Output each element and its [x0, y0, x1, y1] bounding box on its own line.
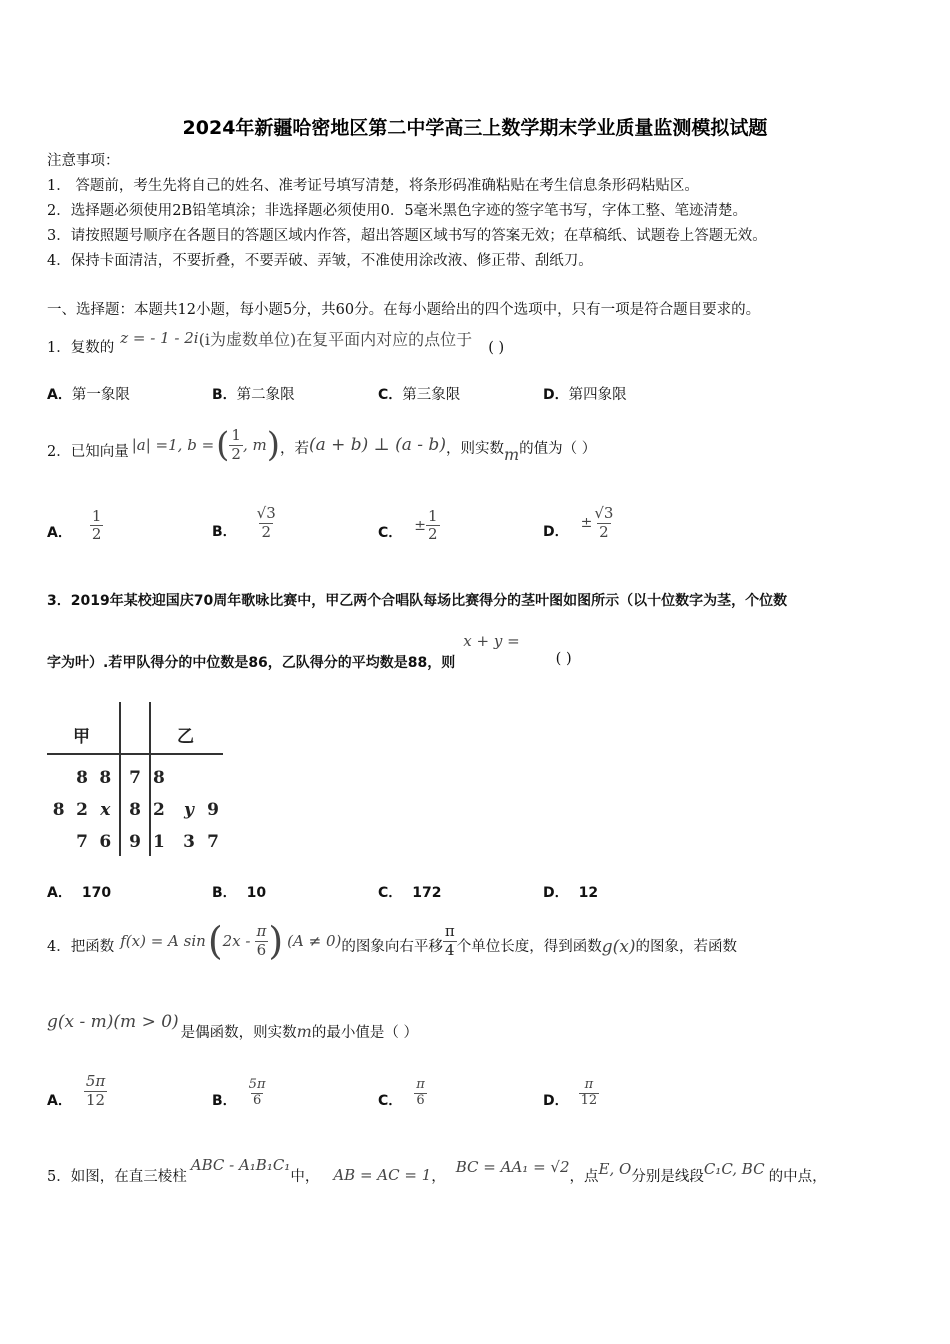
stem-line-left	[119, 702, 121, 856]
q5-segments: C₁C, BC	[703, 1160, 765, 1178]
q4-function: f(x) = A sin	[120, 932, 206, 950]
q4-mid2: 个单位长度，得到函数	[456, 938, 602, 955]
q5-eq1: AB = AC = 1	[333, 1166, 432, 1184]
q2-condition-1-tail: , m	[242, 436, 267, 454]
section-heading: 一、选择题：本题共12小题，每小题5分，共60分。在每小题给出的四个选项中，只有一项是符合题目要求的。	[47, 302, 761, 318]
q3-line-1: 3．2019年某校迎国庆70周年歌咏比赛中，甲乙两个合唱队每场比赛得分的茎叶图如图所示（以十位数字为茎，个位数	[47, 593, 788, 609]
q5-t4: 分别是线段	[631, 1169, 704, 1185]
q4-line2-var: m	[296, 1022, 312, 1041]
page-title: 2024年新疆哈密地区第二中学高三上数学期末学业质量监测模拟试题	[182, 117, 768, 139]
q4-line2-suffix: 的最小值是（ ）	[311, 1025, 418, 1041]
q2-condition-1: |a| =1, b =	[131, 436, 215, 454]
q4-suffix: 的图象，若函数	[635, 938, 737, 955]
q2-mid2: ，则实数	[445, 440, 504, 457]
q4-option-d[interactable]: D． $\frac{\pi}{12}$	[543, 1076, 598, 1109]
row-2-left: 8 2 x	[52, 800, 111, 820]
row-1-right: 8	[153, 768, 165, 788]
notice-item-1: 1． 答题前，考生先将自己的姓名、准考证号填写清楚，将条形码准确粘贴在考生信息条形码粘贴区。	[47, 178, 699, 194]
q4-prefix: 4．把函数	[47, 938, 115, 955]
q3-option-b[interactable]: B． 10	[212, 885, 267, 901]
row-3-right: 1 3 7	[153, 832, 219, 852]
q3-option-d[interactable]: D． 12	[543, 885, 599, 901]
q1-option-c[interactable]: C．第三象限	[378, 387, 461, 403]
q1-option-a[interactable]: A．第一象限	[47, 387, 130, 403]
q5-prism: ABC - A₁B₁C₁	[190, 1156, 291, 1174]
q4-mid: 的图象向右平移	[341, 938, 443, 955]
q3-option-a[interactable]: A． 170	[47, 885, 112, 901]
row-1-left: 8 8	[76, 768, 112, 788]
notice-item-3: 3．请按照题号顺序在各题目的答题区域内作答，超出答题区域书写的答案无效；在草稿纸、试题卷上答题无效。	[47, 228, 767, 244]
q5-points: E, O	[598, 1160, 632, 1178]
q2-option-a[interactable]: A． $\frac{1}{2}$	[47, 507, 102, 544]
q4-option-a[interactable]: A． $\frac{5\pi}{12}$	[47, 1072, 106, 1109]
q2-option-c[interactable]: C． ± $\frac{1}{2}$	[378, 507, 438, 544]
q3-line-2-text: 字为叶）.若甲队得分的中位数是86，乙队得分的平均数是88，则	[47, 655, 456, 671]
q4-line-2	[47, 1012, 418, 1041]
q1-blank: ( )	[488, 339, 505, 356]
q3-formula: x + y =	[463, 632, 520, 650]
q2-prefix: 2．已知向量	[47, 443, 129, 460]
notice-heading: 注意事项：	[47, 153, 120, 169]
question-5	[47, 1156, 827, 1185]
q5-t5: 的中点，	[768, 1169, 827, 1185]
notice-item-2: 2．选择题必须使用2B铅笔填涂；非选择题必须使用0．5毫米黑色字迹的签字笔书写，字体工整、笔迹清楚。	[47, 203, 748, 219]
q2-suffix: 的值为（ ）	[519, 440, 597, 457]
stem-7: 7	[129, 768, 141, 788]
q4-g: g(x)	[601, 937, 636, 957]
q4-condition: (A ≠ 0)	[287, 932, 342, 950]
stem-leaf-plot	[45, 700, 225, 860]
row-2-right: 2 y 9	[153, 800, 219, 820]
q2-var: m	[503, 444, 520, 464]
question-4: 4．把函数 f(x) = A sin ( 2x - $\frac{\pi}{6}$ ) (A ≠ 0) 的图象向右平移 $\frac{\pi}{4}$ 个单位长度，得到函数 g(x) 的图象，若函数	[47, 919, 737, 963]
header-yi: 乙	[177, 727, 194, 747]
q5-eq2: BC = AA₁ = √2	[455, 1158, 570, 1176]
row-3-left: 7 6	[76, 832, 112, 852]
q2-mid: ，若	[279, 440, 309, 457]
q1-formula: z = - 1 - 2i	[120, 329, 199, 347]
notice-item-4: 4．保持卡面清洁，不要折叠，不要弄破、弄皱，不准使用涂改液、修正带、刮纸刀。	[47, 253, 593, 269]
q5-t2: ，	[431, 1169, 446, 1185]
q1-prefix: 1．复数的	[47, 339, 115, 356]
q1-formula-note: (i为虚数单位)在复平面内对应的点位于	[198, 329, 473, 349]
stem-8: 8	[129, 800, 141, 820]
q3-line-2	[47, 632, 572, 672]
q4-arg: 2x -	[222, 932, 251, 950]
q2-fraction: $\frac{1}{2}$	[231, 426, 241, 463]
q5-t1: 中，	[290, 1169, 320, 1185]
q3-blank: ( )	[555, 651, 572, 667]
header-divider	[47, 753, 223, 755]
q2-option-b[interactable]: B． $\frac{√3}{2}$	[212, 504, 276, 541]
q2-condition-2: (a + b) ⊥ (a - b)	[308, 435, 446, 455]
stem-9: 9	[129, 832, 141, 852]
question-1	[47, 328, 504, 358]
q1-option-d[interactable]: D．第四象限	[543, 387, 627, 403]
q1-option-b[interactable]: B．第二象限	[212, 387, 295, 403]
q4-line2-formula: g(x - m)(m > 0)	[47, 1012, 179, 1032]
q4-option-c[interactable]: C． $\frac{\pi}{6}$	[378, 1076, 425, 1109]
header-jia: 甲	[73, 727, 90, 747]
q4-option-b[interactable]: B． $\frac{5\pi}{6}$	[212, 1076, 266, 1109]
question-2: 2．已知向量 |a| =1, b = ( $\frac{1}{2}$ , m ) ，若 (a + b) ⊥ (a - b) ，则实数 m 的值为（ ）	[47, 425, 597, 465]
q3-option-c[interactable]: C． 172	[378, 885, 442, 901]
q5-t3: ，点	[569, 1169, 599, 1185]
q4-line2-text: 是偶函数，则实数	[180, 1025, 297, 1041]
q2-option-d[interactable]: D． ± $\frac{√3}{2}$	[543, 504, 614, 541]
stem-line-right	[149, 702, 151, 856]
q5-prefix: 5．如图，在直三棱柱	[47, 1169, 187, 1185]
